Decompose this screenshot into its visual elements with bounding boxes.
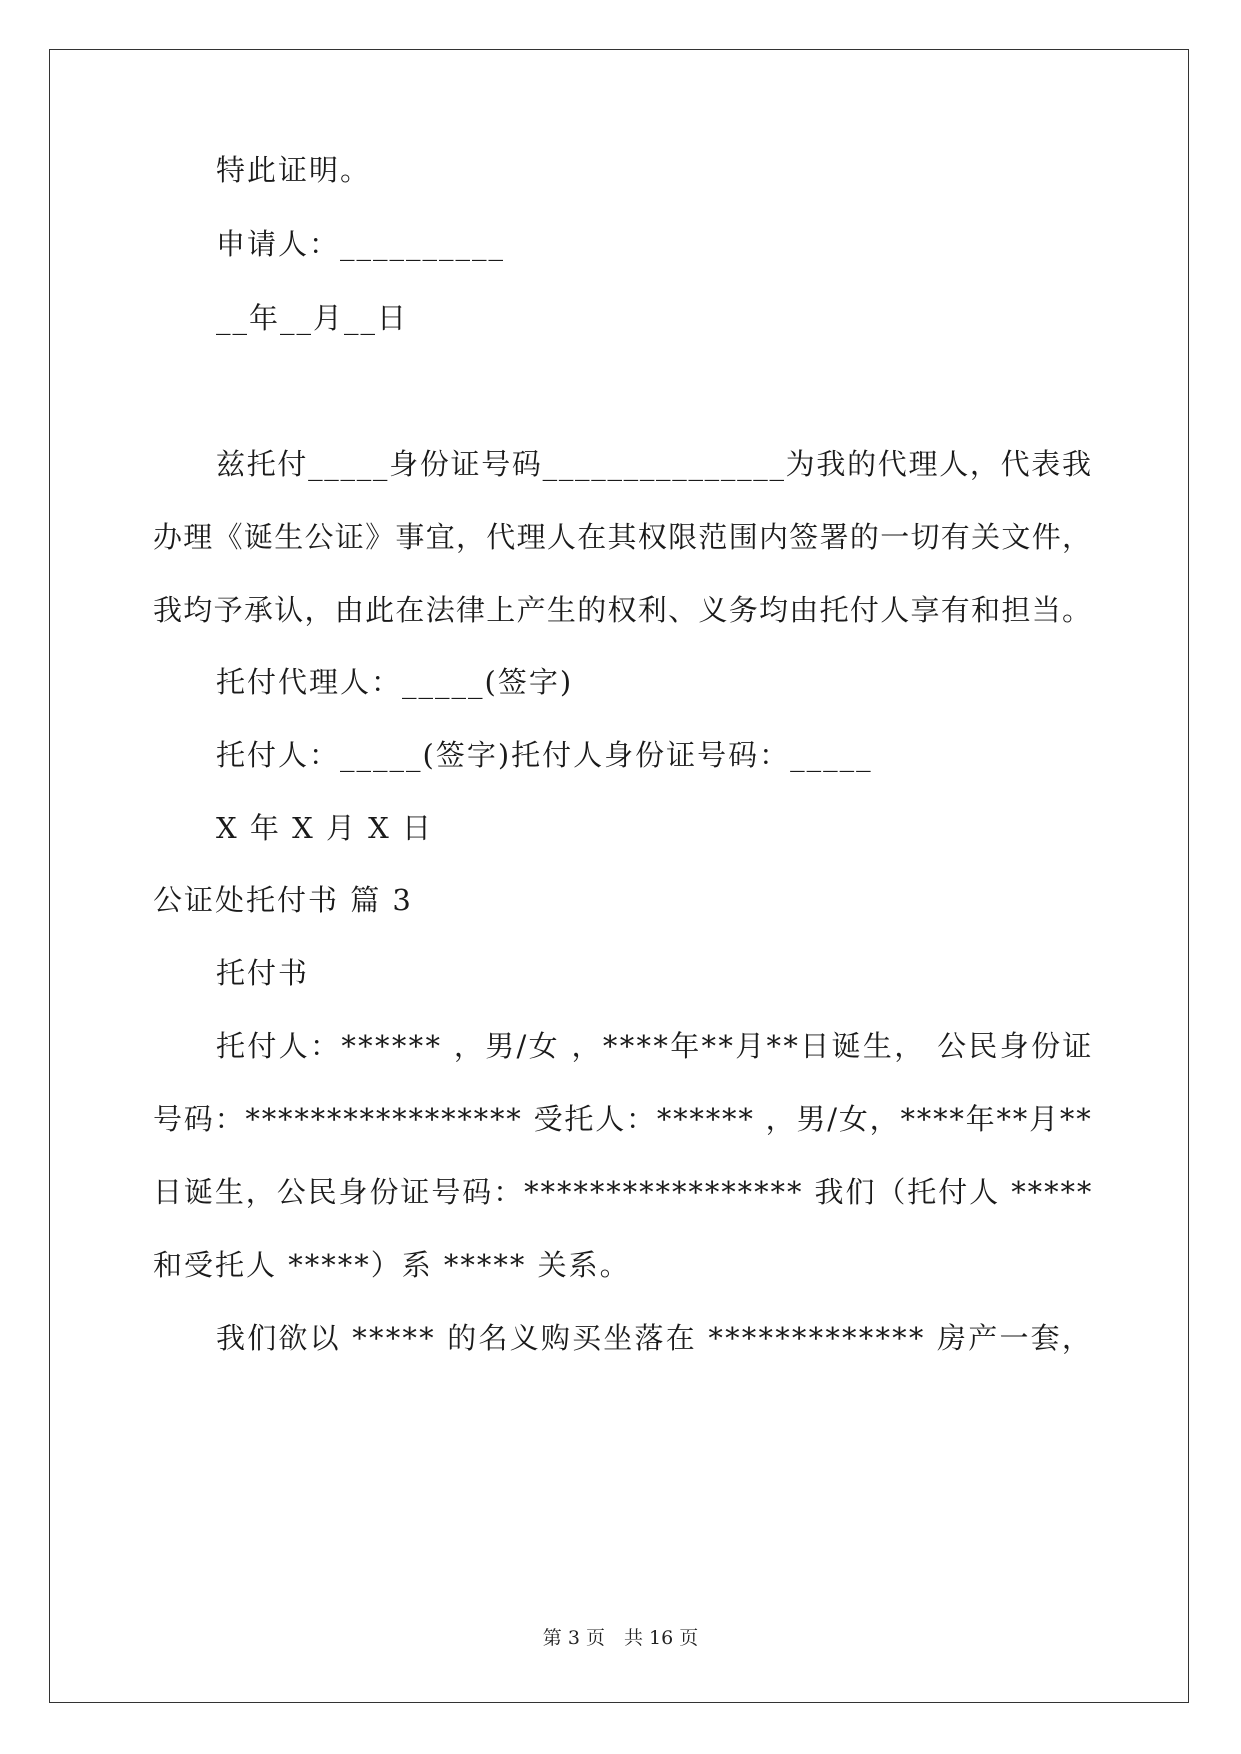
paragraph-line: 办理《诞生公证》事宜，代理人在其权限范围内签署的一切有关文件，: [153, 520, 1093, 554]
paragraph-line: 我们欲以 ***** 的名义购买坐落在 ************* 房产一套，: [216, 1321, 1094, 1355]
page-number: 第 3 页 共 16 页: [542, 1627, 699, 1649]
agent-signature-line: 托付代理人：_____(签字): [216, 665, 574, 699]
page-frame: [49, 49, 1189, 1703]
paragraph-line: 和受托人 *****）系 ***** 关系。: [153, 1248, 631, 1282]
paragraph-line: 我均予承认，由此在法律上产生的权利、义务均由托付人享有和担当。: [153, 593, 1093, 627]
paragraph-line: 日诞生，公民身份证号码：***************** 我们（托付人 *****: [153, 1175, 1094, 1209]
principal-signature-line: 托付人：_____(签字)托付人身份证号码：_____: [216, 738, 873, 772]
closing-statement: 特此证明。: [216, 153, 372, 187]
signing-date: X 年 X 月 X 日: [216, 811, 434, 845]
applicant-line: 申请人：__________: [216, 227, 506, 261]
section-heading: 公证处托付书 篇 3: [153, 883, 413, 917]
date-line: __年__月__日: [216, 301, 409, 335]
document-title: 托付书: [216, 956, 310, 990]
paragraph-line: 托付人：****** ，男/女 ，****年**月**日诞生， 公民身份证: [216, 1029, 1094, 1063]
paragraph-line: 号码：***************** 受托人：****** ，男/女，****年**月**: [153, 1102, 1093, 1136]
paragraph-line: 兹托付_____身份证号码_______________为我的代理人，代表我: [216, 447, 1093, 481]
